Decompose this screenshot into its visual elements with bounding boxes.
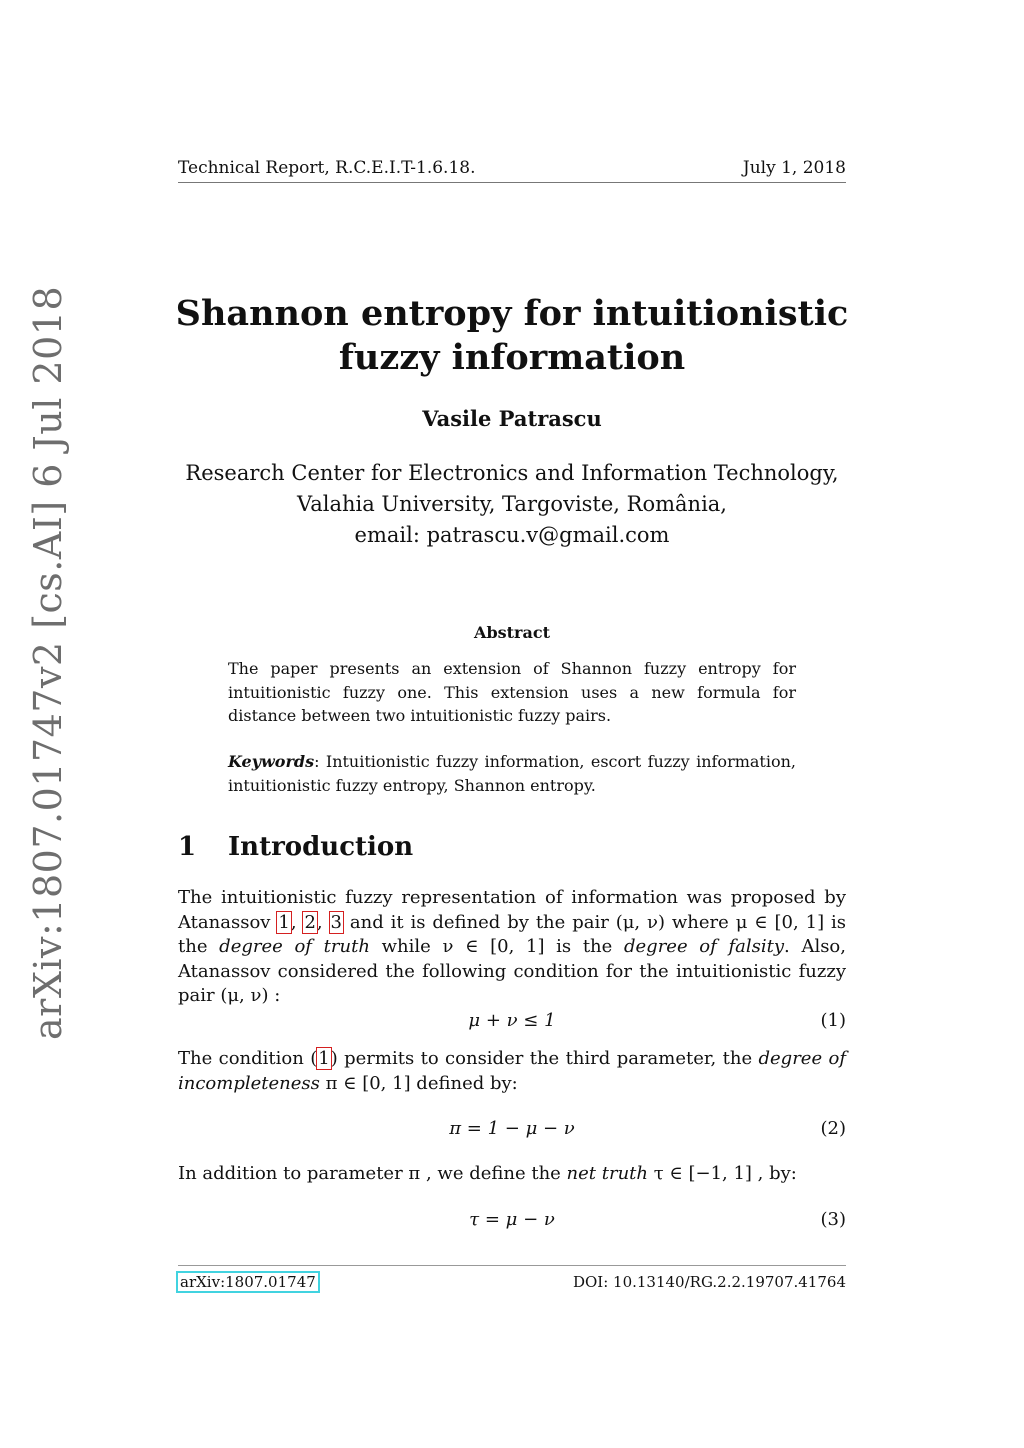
- equation-2: [178, 1118, 846, 1144]
- equation-1-expression: μ + ν ≤ 1: [468, 1010, 556, 1031]
- equation-2-number: (2): [820, 1118, 846, 1139]
- keywords: [228, 750, 796, 797]
- abstract-heading: Abstract: [474, 623, 550, 642]
- page-footer: [178, 1273, 846, 1291]
- para2-text-3: π ∈ [0, 1] defined by:: [319, 1072, 518, 1094]
- citation-ref-1[interactable]: 1: [278, 911, 290, 933]
- para1-text-3: while ν ∈ [0, 1] is the: [369, 936, 624, 957]
- equation-ref-1[interactable]: 1: [318, 1048, 330, 1069]
- para1-sep-2: ,: [316, 911, 330, 933]
- equation-3-number: (3): [820, 1209, 846, 1230]
- equation-1: [178, 1010, 846, 1036]
- header-report-id: Technical Report, R.C.E.I.T-1.6.18.: [178, 158, 476, 178]
- arxiv-side-stamp: arXiv:1807.01747v2 [cs.AI] 6 Jul 2018: [26, 285, 70, 1040]
- para3-text-1: In addition to parameter π , we define the: [178, 1163, 567, 1184]
- author-name: Vasile Patrascu: [422, 406, 602, 431]
- affiliation-email: email: patrascu.v@gmail.com: [354, 523, 670, 547]
- para3-text-2: τ ∈ [−1, 1] , by:: [648, 1163, 797, 1184]
- para2-text-1: The condition (: [178, 1048, 318, 1069]
- section-number: 1: [178, 832, 197, 862]
- term-degree-of-truth: degree of truth: [219, 936, 370, 957]
- para1-sep-1: ,: [290, 911, 304, 933]
- affiliation: [150, 458, 874, 551]
- title-line-1: Shannon entropy for intuitionistic: [175, 293, 849, 334]
- equation-2-expression: π = 1 − μ − ν: [449, 1118, 575, 1139]
- abstract-text: The paper presents an extension of Shannon fuzzy entropy for intuitionistic fuzzy one. This extension uses a new formula for distance between two intuitionistic fuzzy pairs.: [228, 659, 796, 725]
- para1-text-2: and it is defined by the pair (μ, ν) where μ ∈ [0, 1] is the: [178, 911, 846, 957]
- header-date: July 1, 2018: [742, 158, 846, 178]
- intro-paragraph-2: [178, 1047, 846, 1096]
- title-line-2: fuzzy information: [338, 337, 686, 378]
- paper-title: [150, 292, 874, 380]
- keywords-text: : Intuitionistic fuzzy information, escort fuzzy information, intuitionistic fuzzy entropy, Shannon entropy.: [228, 752, 796, 795]
- term-net-truth: net truth: [566, 1163, 649, 1184]
- equation-3-expression: τ = μ − ν: [469, 1209, 555, 1230]
- equation-1-number: (1): [820, 1010, 846, 1031]
- section-heading: [178, 832, 413, 862]
- para1-text-1: The intuitionistic fuzzy representation of information was proposed by Atanassov: [178, 887, 846, 933]
- citation-ref-2[interactable]: 2: [304, 911, 316, 933]
- affiliation-line-2: Valahia University, Targoviste, România,: [297, 492, 727, 516]
- footer-divider: [178, 1265, 846, 1266]
- affiliation-line-1: Research Center for Electronics and Information Technology,: [185, 461, 839, 485]
- section-title: Introduction: [228, 832, 414, 862]
- para2-text-2: ) permits to consider the third parameter, the: [330, 1048, 759, 1069]
- para1-text-4: . Also, Atanassov considered the following condition for the intuitionistic fuzzy pair (μ, ν) :: [178, 936, 846, 1006]
- arxiv-id-link[interactable]: arXiv:1807.01747: [180, 1273, 316, 1291]
- running-header: [178, 158, 846, 183]
- doi-text: DOI: 10.13140/RG.2.2.19707.41764: [572, 1273, 846, 1291]
- term-degree-of-incompleteness: degree of incompleteness: [178, 1048, 846, 1094]
- intro-paragraph-3: [178, 1162, 846, 1187]
- equation-3: [178, 1209, 846, 1235]
- intro-paragraph-1: [178, 886, 846, 1009]
- keywords-label: Keywords: [228, 752, 315, 771]
- term-degree-of-falsity: degree of falsity: [624, 936, 785, 957]
- citation-ref-3[interactable]: 3: [330, 911, 342, 933]
